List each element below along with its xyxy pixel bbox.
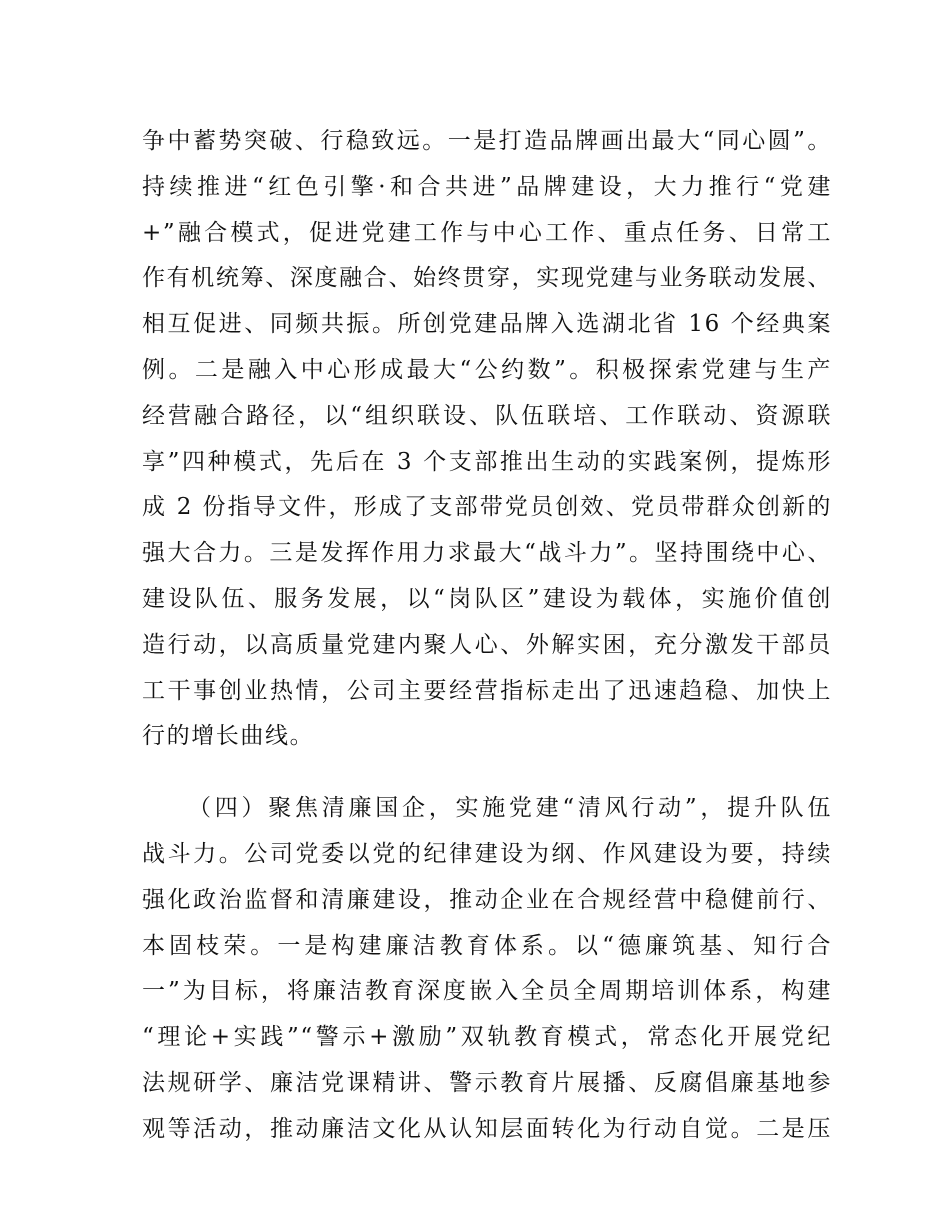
paragraph-brand-building xyxy=(142,119,832,760)
text-line: 强化政治监督和清廉建设，推动企业在合规经营中稳健前行、 xyxy=(142,886,832,913)
text-line: 享”四种模式，先后在 3 个支部推出生动的实践案例，提炼形 xyxy=(142,448,832,475)
text-line-last: 行的增长曲线。 xyxy=(142,723,315,750)
text-line: 强大合力。三是发挥作用力求最大“战斗力”。坚持围绕中心、 xyxy=(142,540,832,567)
paragraph-gap xyxy=(142,760,832,786)
text-line: 工干事创业热情，公司主要经营指标走出了迅速趋稳、加快上 xyxy=(142,677,832,704)
text-line: 经营融合路径，以“组织联设、队伍联培、工作联动、资源联 xyxy=(142,402,832,429)
text-line: 作有机统筹、深度融合、始终贯穿，实现党建与业务联动发展、 xyxy=(142,265,832,292)
text-line: 相互促进、同频共振。所创党建品牌入选湖北省 16 个经典案 xyxy=(142,311,832,338)
text-line: 造行动，以高质量党建内聚人心、外解实困，充分激发干部员 xyxy=(142,631,832,658)
text-line: 成 2 份指导文件，形成了支部带党员创效、党员带群众创新的 xyxy=(142,494,832,521)
text-line: +”融合模式，促进党建工作与中心工作、重点任务、日常工 xyxy=(142,219,832,246)
text-line: 法规研学、廉洁党课精讲、警示教育片展播、反腐倡廉基地参 xyxy=(142,1069,832,1096)
text-line: 战斗力。公司党委以党的纪律建设为纲、作风建设为要，持续 xyxy=(142,840,832,867)
text-line: 一”为目标，将廉洁教育深度嵌入全员全周期培训体系，构建 xyxy=(142,978,832,1005)
text-line: 争中蓄势突破、行稳致远。一是打造品牌画出最大“同心圆”。 xyxy=(142,128,832,154)
text-line: 观等活动，推动廉洁文化从认知层面转化为行动自觉。二是压 xyxy=(142,1115,832,1142)
text-line: 建设队伍、服务发展，以“岗队区”建设为载体，实施价值创 xyxy=(142,585,832,612)
text-line: 例。二是融入中心形成最大“公约数”。积极探索党建与生产 xyxy=(142,356,832,383)
text-line: “理论+实践”“警示+激励”双轨教育模式，常态化开展党纪 xyxy=(142,1024,832,1051)
paragraph-clean-governance xyxy=(142,786,832,1152)
section-heading-line: （四）聚焦清廉国企，实施党建“清风行动”，提升队伍 xyxy=(188,795,832,822)
text-line: 本固枝荣。一是构建廉洁教育体系。以“德廉筑基、知行合 xyxy=(142,932,832,959)
document-body xyxy=(142,119,832,1153)
text-line: 持续推进“红色引擎·和合共进”品牌建设，大力推行“党建 xyxy=(142,173,832,200)
